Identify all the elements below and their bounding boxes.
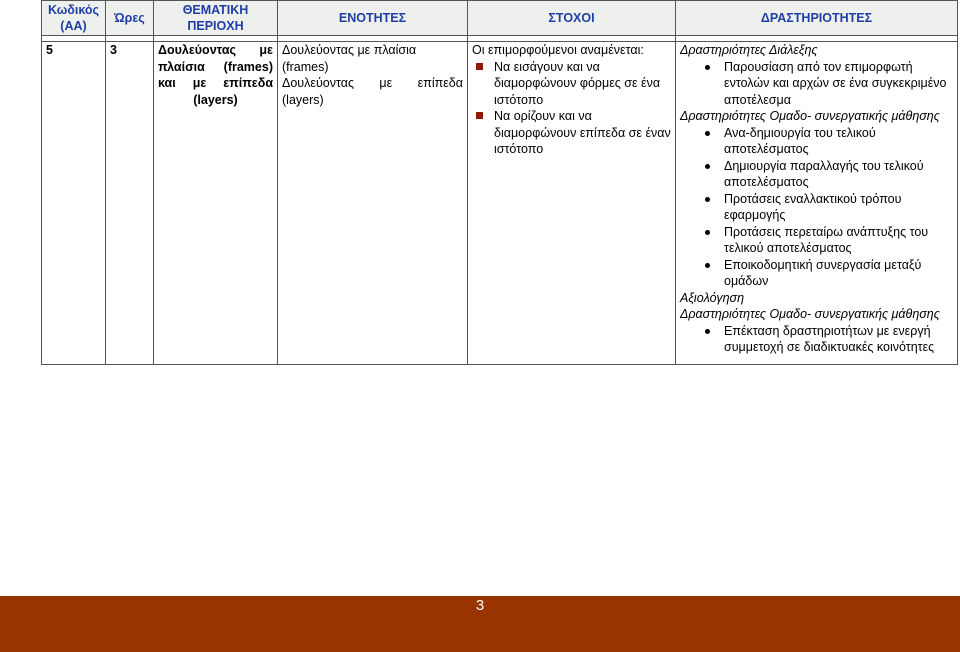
goal-text: Να ορίζουν και να διαμορφώνουν επίπεδα σε έναν ιστότοπο [494,109,671,156]
area-line: πλαίσια (frames) [158,59,273,74]
activities-heading: Δραστηριότητες Ομαδο- συνεργατικής μάθησης [680,109,940,123]
dot-bullet-icon [705,263,710,268]
dot-bullet-icon [705,164,710,169]
list-item [680,257,953,290]
dot-bullet-icon [705,230,710,235]
dot-bullet-icon [705,65,710,70]
header-code: Κωδικός (ΑΑ) [42,1,106,36]
activity-text: Δημιουργία παραλλαγής του τελικού αποτελέσματος [724,158,924,189]
header-thematic-area: ΘΕΜΑΤΙΚΗ ΠΕΡΙΟΧΗ [154,1,278,36]
activity-text: Εποικοδομητική συνεργασία μεταξύ ομάδων [724,257,922,288]
header-hours: Ώρες [106,1,154,36]
activity-text: Επέκταση δραστηριοτήτων με ενεργή συμμετοχή σε διαδικτυακές κοινότητες [724,323,935,354]
header-units: ΕΝΟΤΗΤΕΣ [278,1,468,36]
unit-line: Δουλεύοντας με επίπεδα [282,76,463,90]
unit-line: (frames) [282,59,329,74]
area-line: (layers) [193,92,238,107]
dot-bullet-icon [705,329,710,334]
area-line: Δουλεύοντας με [158,43,273,57]
list-item [472,108,671,158]
header-goals: ΣΤΟΧΟΙ [468,1,676,36]
table-row [42,42,958,365]
table-header-row [42,1,958,36]
row-goals [468,42,676,365]
square-bullet-icon [476,63,483,70]
activities-list [680,59,953,109]
header-activities: ΔΡΑΣΤΗΡΙΟΤΗΤΕΣ [676,1,958,36]
list-item [680,158,953,191]
goal-text: Να εισάγουν και να διαμορφώνουν φόρμες σε ένα ιστότοπο [494,59,661,107]
dot-bullet-icon [705,197,710,202]
list-item [472,59,671,109]
row-units [278,42,468,365]
curriculum-table [41,0,958,365]
list-item [680,191,953,224]
row-activities [676,42,958,365]
row-hours: 3 [106,42,154,365]
square-bullet-icon [476,112,483,119]
activity-text: Παρουσίαση από τον επιμορφωτή εντολών και αρχών σε ένα συγκεκριμένο αποτέλεσμα [724,59,947,107]
activities-list [680,323,953,356]
goals-intro: Οι επιμορφούμενοι αναμένεται: [472,43,644,57]
unit-line: (layers) [282,92,324,107]
unit-line: Δουλεύοντας με πλαίσια [282,43,417,57]
activity-text: Προτάσεις εναλλακτικού τρόπου εφαρμογής [724,191,902,222]
activities-heading: Δραστηριότητες Διάλεξης [680,43,818,57]
list-item [680,59,953,109]
list-item [680,125,953,158]
area-line: και με επίπεδα [158,76,273,90]
list-item [680,224,953,257]
row-thematic-area [154,42,278,365]
activity-text: Ανα-δημιουργία του τελικού αποτελέσματος [724,125,876,156]
activities-list [680,125,953,290]
activity-text: Προτάσεις περεταίρω ανάπτυξης του τελικού αποτελέσματος [724,224,929,255]
activities-heading: Δραστηριότητες Ομαδο- συνεργατικής μάθησης [680,307,940,321]
page-number: 3 [475,597,485,614]
evaluation-heading: Αξιολόγηση [680,290,745,305]
row-code: 5 [42,42,106,365]
list-item [680,323,953,356]
goals-list [472,59,671,158]
dot-bullet-icon [705,131,710,136]
